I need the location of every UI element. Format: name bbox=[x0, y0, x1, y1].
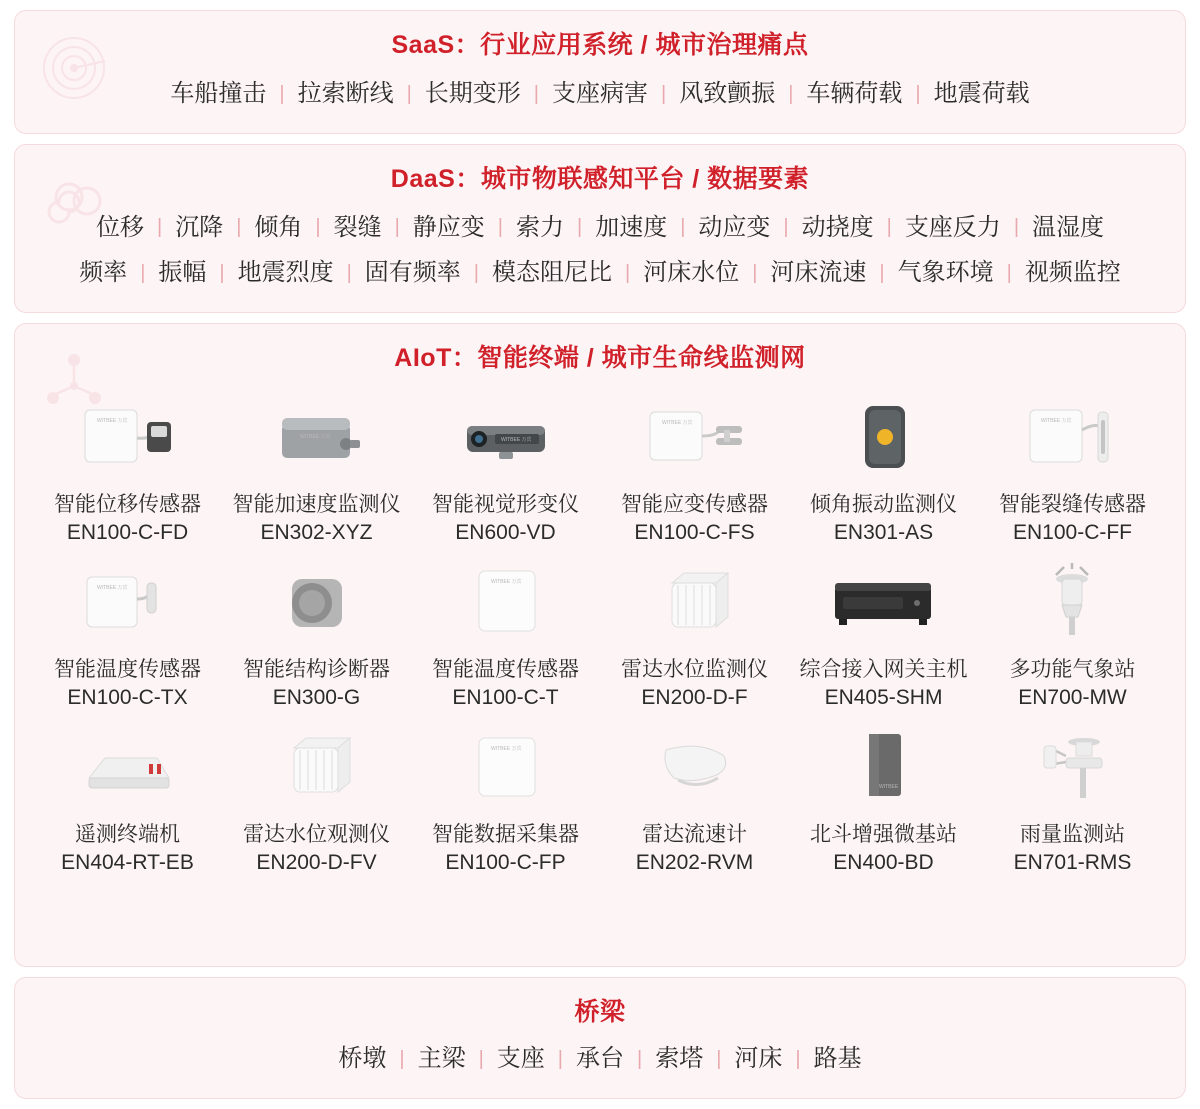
item-divider: | bbox=[279, 82, 285, 105]
item-divider: | bbox=[879, 261, 885, 284]
daas-item: 气象环境 bbox=[897, 259, 994, 287]
daas-item: 索力 bbox=[516, 213, 564, 241]
daas-panel bbox=[14, 144, 1186, 313]
device-name: 雨量监测站 bbox=[1020, 822, 1125, 846]
daas-item: 沉降 bbox=[175, 213, 224, 241]
device-name: 倾角振动监测仪 bbox=[810, 492, 957, 516]
device-name: 智能位移传感器 bbox=[54, 492, 201, 516]
svg-text:WITBEE: WITBEE bbox=[878, 783, 898, 790]
item-divider: | bbox=[886, 216, 892, 239]
device-name: 智能数据采集器 bbox=[432, 822, 579, 846]
item-divider: | bbox=[788, 82, 794, 105]
rain-gauge-station-icon bbox=[1008, 720, 1138, 812]
daas-item: 河床水位 bbox=[643, 259, 740, 287]
item-divider: | bbox=[716, 1048, 722, 1071]
device-card[interactable] bbox=[411, 553, 600, 714]
item-divider: | bbox=[661, 82, 667, 105]
item-divider: | bbox=[1013, 216, 1020, 239]
daas-item: 支座反力 bbox=[904, 213, 1001, 241]
device-model: EN300-G bbox=[272, 685, 361, 709]
device-card[interactable] bbox=[33, 553, 222, 714]
bridge-item: 支座 bbox=[496, 1045, 545, 1073]
item-divider: | bbox=[625, 261, 631, 284]
svg-text:WITBEE 万宾: WITBEE 万宾 bbox=[490, 578, 522, 585]
daas-item: 动挠度 bbox=[801, 213, 874, 241]
device-model: EN200-D-F bbox=[641, 685, 748, 709]
item-divider: | bbox=[795, 1048, 801, 1071]
item-divider: | bbox=[637, 1048, 643, 1071]
device-model: EN100-C-FF bbox=[1012, 520, 1133, 544]
item-divider: | bbox=[478, 1048, 484, 1071]
daas-item: 固有频率 bbox=[364, 259, 461, 287]
item-divider: | bbox=[156, 216, 163, 239]
device-card[interactable] bbox=[789, 388, 978, 549]
bridge-item: 河床 bbox=[734, 1045, 783, 1073]
item-divider: | bbox=[557, 1048, 563, 1071]
saas-item: 风致颤振 bbox=[679, 80, 776, 107]
saas-item: 车船撞击 bbox=[170, 80, 267, 107]
device-name: 智能加速度监测仪 bbox=[232, 492, 401, 516]
bridge-item: 主梁 bbox=[417, 1045, 466, 1073]
saas-item: 地震荷载 bbox=[933, 80, 1030, 107]
device-card[interactable] bbox=[411, 718, 600, 879]
daas-item: 模态阻尼比 bbox=[492, 259, 612, 287]
item-divider: | bbox=[915, 82, 921, 105]
daas-item-row-1 bbox=[33, 205, 1167, 251]
device-name: 智能应变传感器 bbox=[621, 492, 768, 516]
device-name: 多功能气象站 bbox=[1009, 657, 1136, 681]
aiot-panel bbox=[14, 323, 1186, 968]
svg-text:WITBEE 万宾: WITBEE 万宾 bbox=[1040, 417, 1072, 424]
device-card[interactable] bbox=[33, 718, 222, 879]
item-divider: | bbox=[346, 261, 352, 284]
bridge-item: 桥墩 bbox=[338, 1045, 387, 1073]
device-name: 智能裂缝传感器 bbox=[999, 492, 1146, 516]
item-divider: | bbox=[219, 261, 225, 284]
temperature-panel-icon bbox=[441, 555, 571, 647]
item-divider: | bbox=[236, 216, 242, 239]
device-card[interactable] bbox=[600, 388, 789, 549]
device-card[interactable] bbox=[600, 553, 789, 714]
bridge-item: 路基 bbox=[813, 1045, 862, 1073]
device-name: 智能温度传感器 bbox=[432, 657, 579, 681]
bridge-item: 承台 bbox=[576, 1045, 624, 1073]
daas-item: 裂缝 bbox=[333, 213, 382, 241]
crack-sensor-icon bbox=[1008, 390, 1138, 482]
saas-item: 长期变形 bbox=[424, 80, 521, 107]
beidou-base-station-icon bbox=[819, 720, 949, 812]
device-model: EN100-C-T bbox=[452, 685, 559, 709]
daas-item: 温湿度 bbox=[1032, 213, 1105, 241]
saas-title: SaaS：行业应用系统 / 城市治理痛点 bbox=[391, 31, 809, 59]
device-model: EN100-C-TX bbox=[67, 685, 188, 709]
device-card[interactable] bbox=[978, 388, 1167, 549]
daas-item-row-2 bbox=[33, 250, 1167, 296]
daas-item: 加速度 bbox=[595, 213, 668, 241]
item-divider: | bbox=[399, 1048, 405, 1071]
svg-text:WITBEE 万宾: WITBEE 万宾 bbox=[299, 433, 331, 440]
displacement-sensor-icon bbox=[63, 390, 193, 482]
item-divider: | bbox=[783, 216, 789, 239]
device-model: EN700-MW bbox=[1018, 685, 1127, 709]
bridge-item: 索塔 bbox=[655, 1045, 704, 1073]
saas-item: 拉索断线 bbox=[297, 80, 394, 107]
acceleration-monitor-icon bbox=[252, 390, 382, 482]
vision-camera-icon bbox=[441, 390, 571, 482]
daas-item: 倾角 bbox=[254, 213, 303, 241]
daas-item: 振幅 bbox=[158, 259, 207, 287]
device-card[interactable] bbox=[789, 553, 978, 714]
device-model: EN202-RVM bbox=[635, 850, 754, 874]
device-model: EN302-XYZ bbox=[260, 520, 373, 544]
device-name: 北斗增强微基站 bbox=[810, 822, 957, 846]
saas-item-list bbox=[33, 71, 1167, 117]
radar-flow-meter-icon bbox=[630, 720, 760, 812]
svg-text:WITBEE 万宾: WITBEE 万宾 bbox=[500, 436, 532, 443]
bridge-panel bbox=[14, 977, 1186, 1099]
device-card[interactable] bbox=[222, 718, 411, 879]
device-grid bbox=[33, 388, 1167, 879]
strain-sensor-icon bbox=[630, 390, 760, 482]
daas-item: 动应变 bbox=[698, 213, 771, 241]
item-divider: | bbox=[577, 216, 583, 239]
radar-water-level-icon bbox=[630, 555, 760, 647]
saas-item: 支座病害 bbox=[552, 80, 648, 107]
svg-text:WITBEE 万宾: WITBEE 万宾 bbox=[96, 417, 128, 424]
device-card[interactable] bbox=[33, 388, 222, 549]
item-divider: | bbox=[533, 82, 539, 105]
device-name: 智能结构诊断器 bbox=[243, 657, 390, 681]
daas-item: 河床流速 bbox=[770, 259, 867, 287]
device-model: EN404-RT-EB bbox=[61, 850, 194, 874]
device-card[interactable] bbox=[600, 718, 789, 879]
device-model: EN400-BD bbox=[833, 850, 934, 874]
daas-item: 频率 bbox=[79, 259, 128, 287]
svg-text:WITBEE 万宾: WITBEE 万宾 bbox=[490, 745, 522, 752]
aiot-title: AIoT：智能终端 / 城市生命线监测网 bbox=[394, 343, 806, 372]
svg-text:WITBEE 万宾: WITBEE 万宾 bbox=[661, 419, 693, 426]
device-model: EN200-D-FV bbox=[256, 850, 377, 874]
item-divider: | bbox=[406, 82, 412, 105]
device-model: EN405-SHM bbox=[824, 685, 943, 709]
data-collector-icon bbox=[441, 720, 571, 812]
daas-title: DaaS：城市物联感知平台 / 数据要素 bbox=[390, 164, 810, 193]
daas-item: 静应变 bbox=[412, 213, 485, 241]
daas-item: 视频监控 bbox=[1024, 259, 1121, 287]
item-divider: | bbox=[473, 261, 479, 284]
item-divider: | bbox=[497, 216, 503, 239]
item-divider: | bbox=[315, 216, 321, 239]
bridge-title: 桥梁 bbox=[574, 998, 626, 1027]
device-name: 雷达水位监测仪 bbox=[621, 657, 768, 681]
item-divider: | bbox=[1006, 261, 1012, 284]
daas-item: 地震烈度 bbox=[237, 259, 334, 287]
device-model: EN701-RMS bbox=[1013, 850, 1132, 874]
device-card[interactable] bbox=[411, 388, 600, 549]
device-model: EN301-AS bbox=[833, 520, 934, 544]
svg-text:WITBEE 万宾: WITBEE 万宾 bbox=[96, 584, 128, 591]
device-name: 雷达流速计 bbox=[642, 822, 747, 846]
bridge-item-list bbox=[33, 1036, 1167, 1082]
device-name: 综合接入网关主机 bbox=[799, 657, 968, 681]
device-model: EN600-VD bbox=[455, 520, 556, 544]
radar-level-observer-icon bbox=[252, 720, 382, 812]
saas-panel bbox=[14, 10, 1186, 134]
device-card[interactable] bbox=[789, 718, 978, 879]
device-model: EN100-C-FP bbox=[445, 850, 566, 874]
item-divider: | bbox=[680, 216, 686, 239]
daas-item: 位移 bbox=[95, 213, 144, 241]
weather-station-icon bbox=[1008, 555, 1138, 647]
telemetry-terminal-icon bbox=[63, 720, 193, 812]
device-card[interactable] bbox=[222, 553, 411, 714]
structure-diagnostic-icon bbox=[252, 555, 382, 647]
device-name: 遥测终端机 bbox=[75, 822, 180, 846]
item-divider: | bbox=[140, 261, 146, 284]
saas-item: 车辆荷载 bbox=[806, 80, 903, 107]
temperature-sensor-icon bbox=[63, 555, 193, 647]
device-card[interactable] bbox=[978, 718, 1167, 879]
device-model: EN100-C-FD bbox=[66, 520, 189, 544]
device-card[interactable] bbox=[978, 553, 1167, 714]
device-name: 智能视觉形变仪 bbox=[432, 492, 579, 516]
device-card[interactable] bbox=[222, 388, 411, 549]
item-divider: | bbox=[394, 216, 400, 239]
device-name: 雷达水位观测仪 bbox=[243, 822, 390, 846]
device-model: EN100-C-FS bbox=[634, 520, 755, 544]
item-divider: | bbox=[752, 261, 758, 284]
tilt-vibration-monitor-icon bbox=[819, 390, 949, 482]
gateway-rack-icon bbox=[819, 555, 949, 647]
device-name: 智能温度传感器 bbox=[54, 657, 201, 681]
